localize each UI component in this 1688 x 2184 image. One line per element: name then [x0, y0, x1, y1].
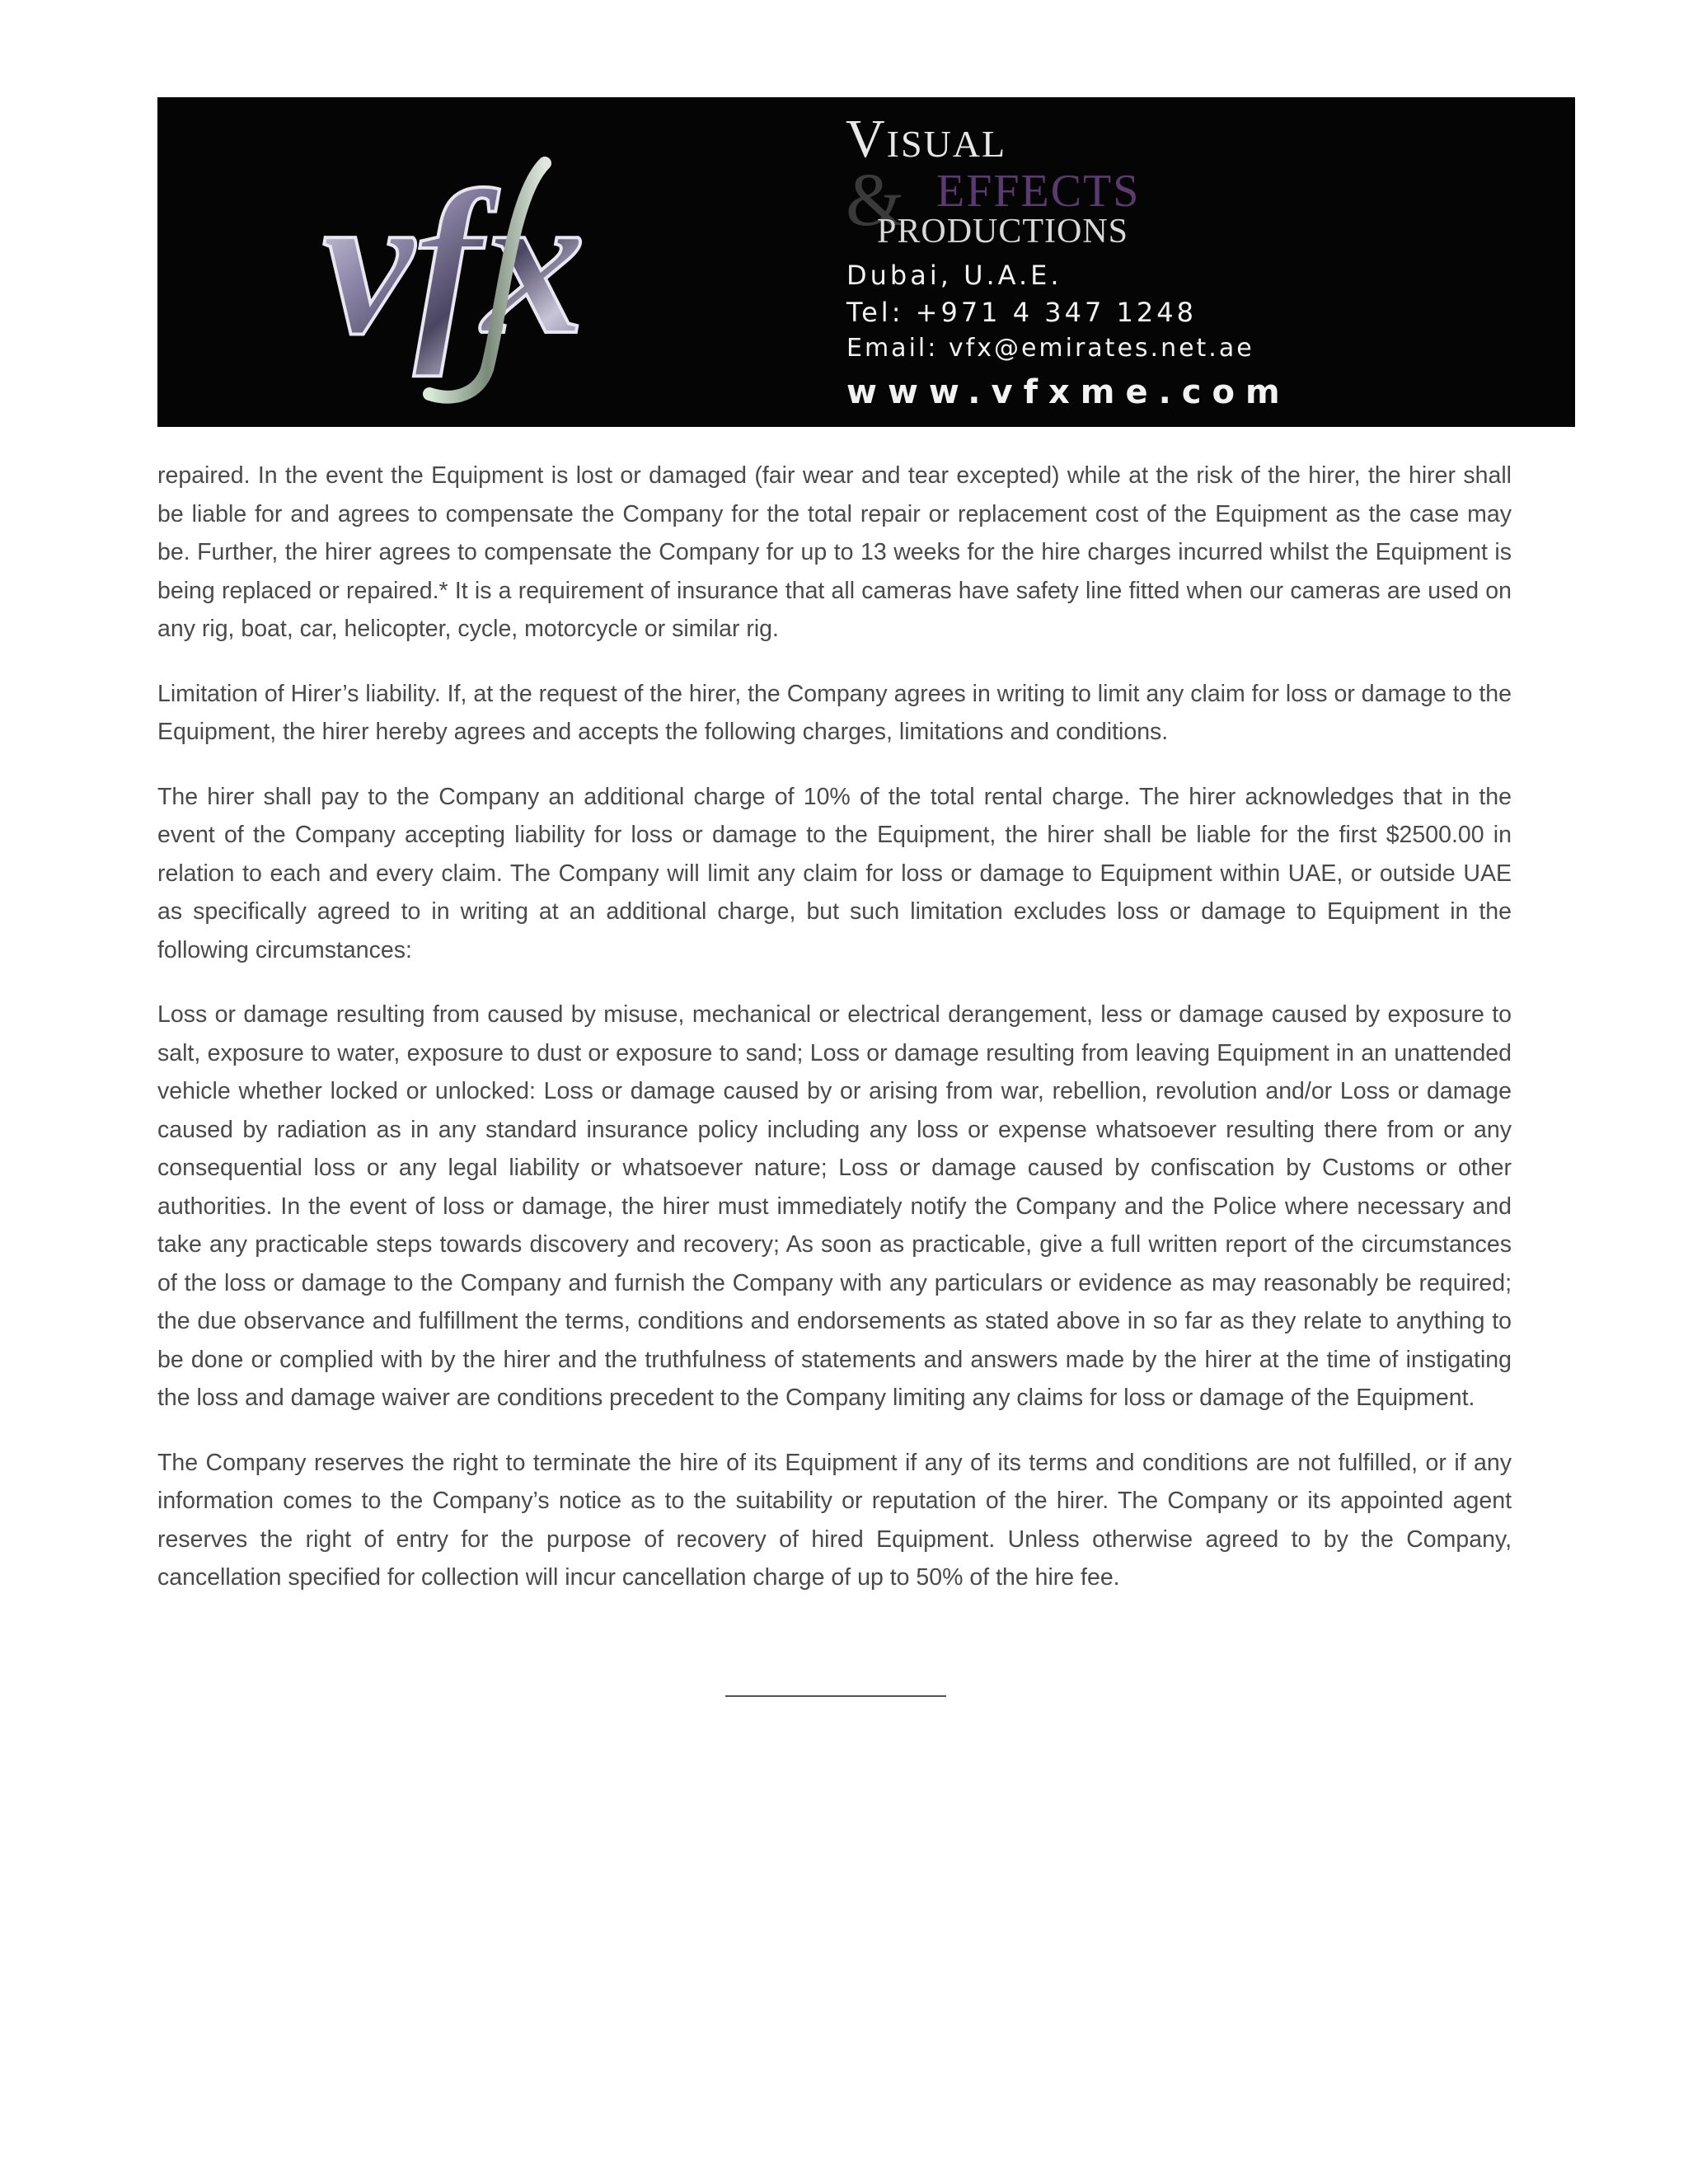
- paragraph-equipment-damage: repaired. In the event the Equipment is lost or damaged (fair wear and tear excepted) while at the risk of the hirer, the hirer shall be liable for and agrees to compensate the Company for the total repair or replacement cost of the Equipment as the case may be. Further, the hirer agrees to compensate the Company for up to 13 weeks for the hire charges incurred whilst the Equipment is being replaced or repaired.* It is a requirement of insurance that all cameras have safety line fitted when our cameras are used on any rig, boat, car, helicopter, cycle, motorcycle or similar rig.: [157, 462, 1512, 642]
- brand-wordmark: [846, 109, 1340, 252]
- brand-line-visual: Visual: [846, 109, 1007, 169]
- brand-line-effects: EFFECTS: [936, 166, 1141, 217]
- contact-city: Dubai, U.A.E.: [846, 260, 1062, 291]
- brand-line-productions: PRODUCTIONS: [877, 213, 1129, 251]
- contact-website: www.vfxme.com: [846, 373, 1291, 411]
- terms-body: [157, 457, 1512, 1624]
- vfx-logo-letters: vfx: [322, 149, 586, 377]
- end-divider: [725, 1695, 946, 1697]
- paragraph-exclusions: Loss or damage resulting from caused by misuse, mechanical or electrical derangement, less or damage caused by exposure to salt, exposure to water, exposure to dust or exposure to sand; Loss or damage resulting from leaving Equipment in an unattended vehicle whether locked or unlocked: Loss or damage caused by or arising from war, rebellion, revolution and/or Loss or damage caused by radiation as in any standard insurance policy including any loss or expense whatsoever resulting there from or any consequential loss or any legal liability or whatsoever nature; Loss or damage caused by confiscation by Customs or other authorities. In the event of loss or damage, the hirer must immediately notify the Company and the Police where necessary and take any practicable steps towards discovery and recovery; As soon as practicable, give a full written report of the circumstances of the loss or damage to the Company and furnish the Company with any particulars or evidence as may reasonably be required; the due observance and fulfillment the terms, conditions and endorsements as stated above in so far as they relate to anything to be done or complied with by the hirer and the truthfulness of statements and answers made by the hirer at the time of instigating the loss and damage waiver are conditions precedent to the Company limiting any claims for loss or damage of the Equipment.: [157, 1001, 1512, 1411]
- paragraph-additional-charge: The hirer shall pay to the Company an additional charge of 10% of the total rental charge. The hirer acknowledges that in the event of the Company accepting liability for loss or damage to the Equipment, the hirer shall be liable for the first $2500.00 in relation to each and every claim. The Company will limit any claim for loss or damage to Equipment within UAE, or outside UAE as specifically agreed to in writing at an additional charge, but such limitation excludes loss or damage to Equipment in the following circumstances:: [157, 783, 1512, 963]
- paragraph-termination: The Company reserves the right to terminate the hire of its Equipment if any of its terms and conditions are not fulfilled, or if any information comes to the Company’s notice as to the suitability or reputation of the hirer. The Company or its appointed agent reserves the right of entry for the purpose of recovery of hired Equipment. Unless otherwise agreed to by the Company, cancellation specified for collection will incur cancellation charge of up to 50% of the hire fee.: [157, 1449, 1512, 1591]
- header-banner: [157, 97, 1575, 427]
- contact-email: Email: vfx@emirates.net.ae: [846, 334, 1254, 363]
- contact-phone: Tel: +971 4 347 1248: [846, 297, 1197, 328]
- brand-ampersand: &: [846, 157, 905, 241]
- paragraph-liability-limitation: Limitation of Hirer’s liability. If, at the request of the hirer, the Company agrees in writing to limit any claim for loss or damage to the Equipment, the hirer hereby agrees and accepts the following charges, limitations and conditions.: [157, 680, 1512, 745]
